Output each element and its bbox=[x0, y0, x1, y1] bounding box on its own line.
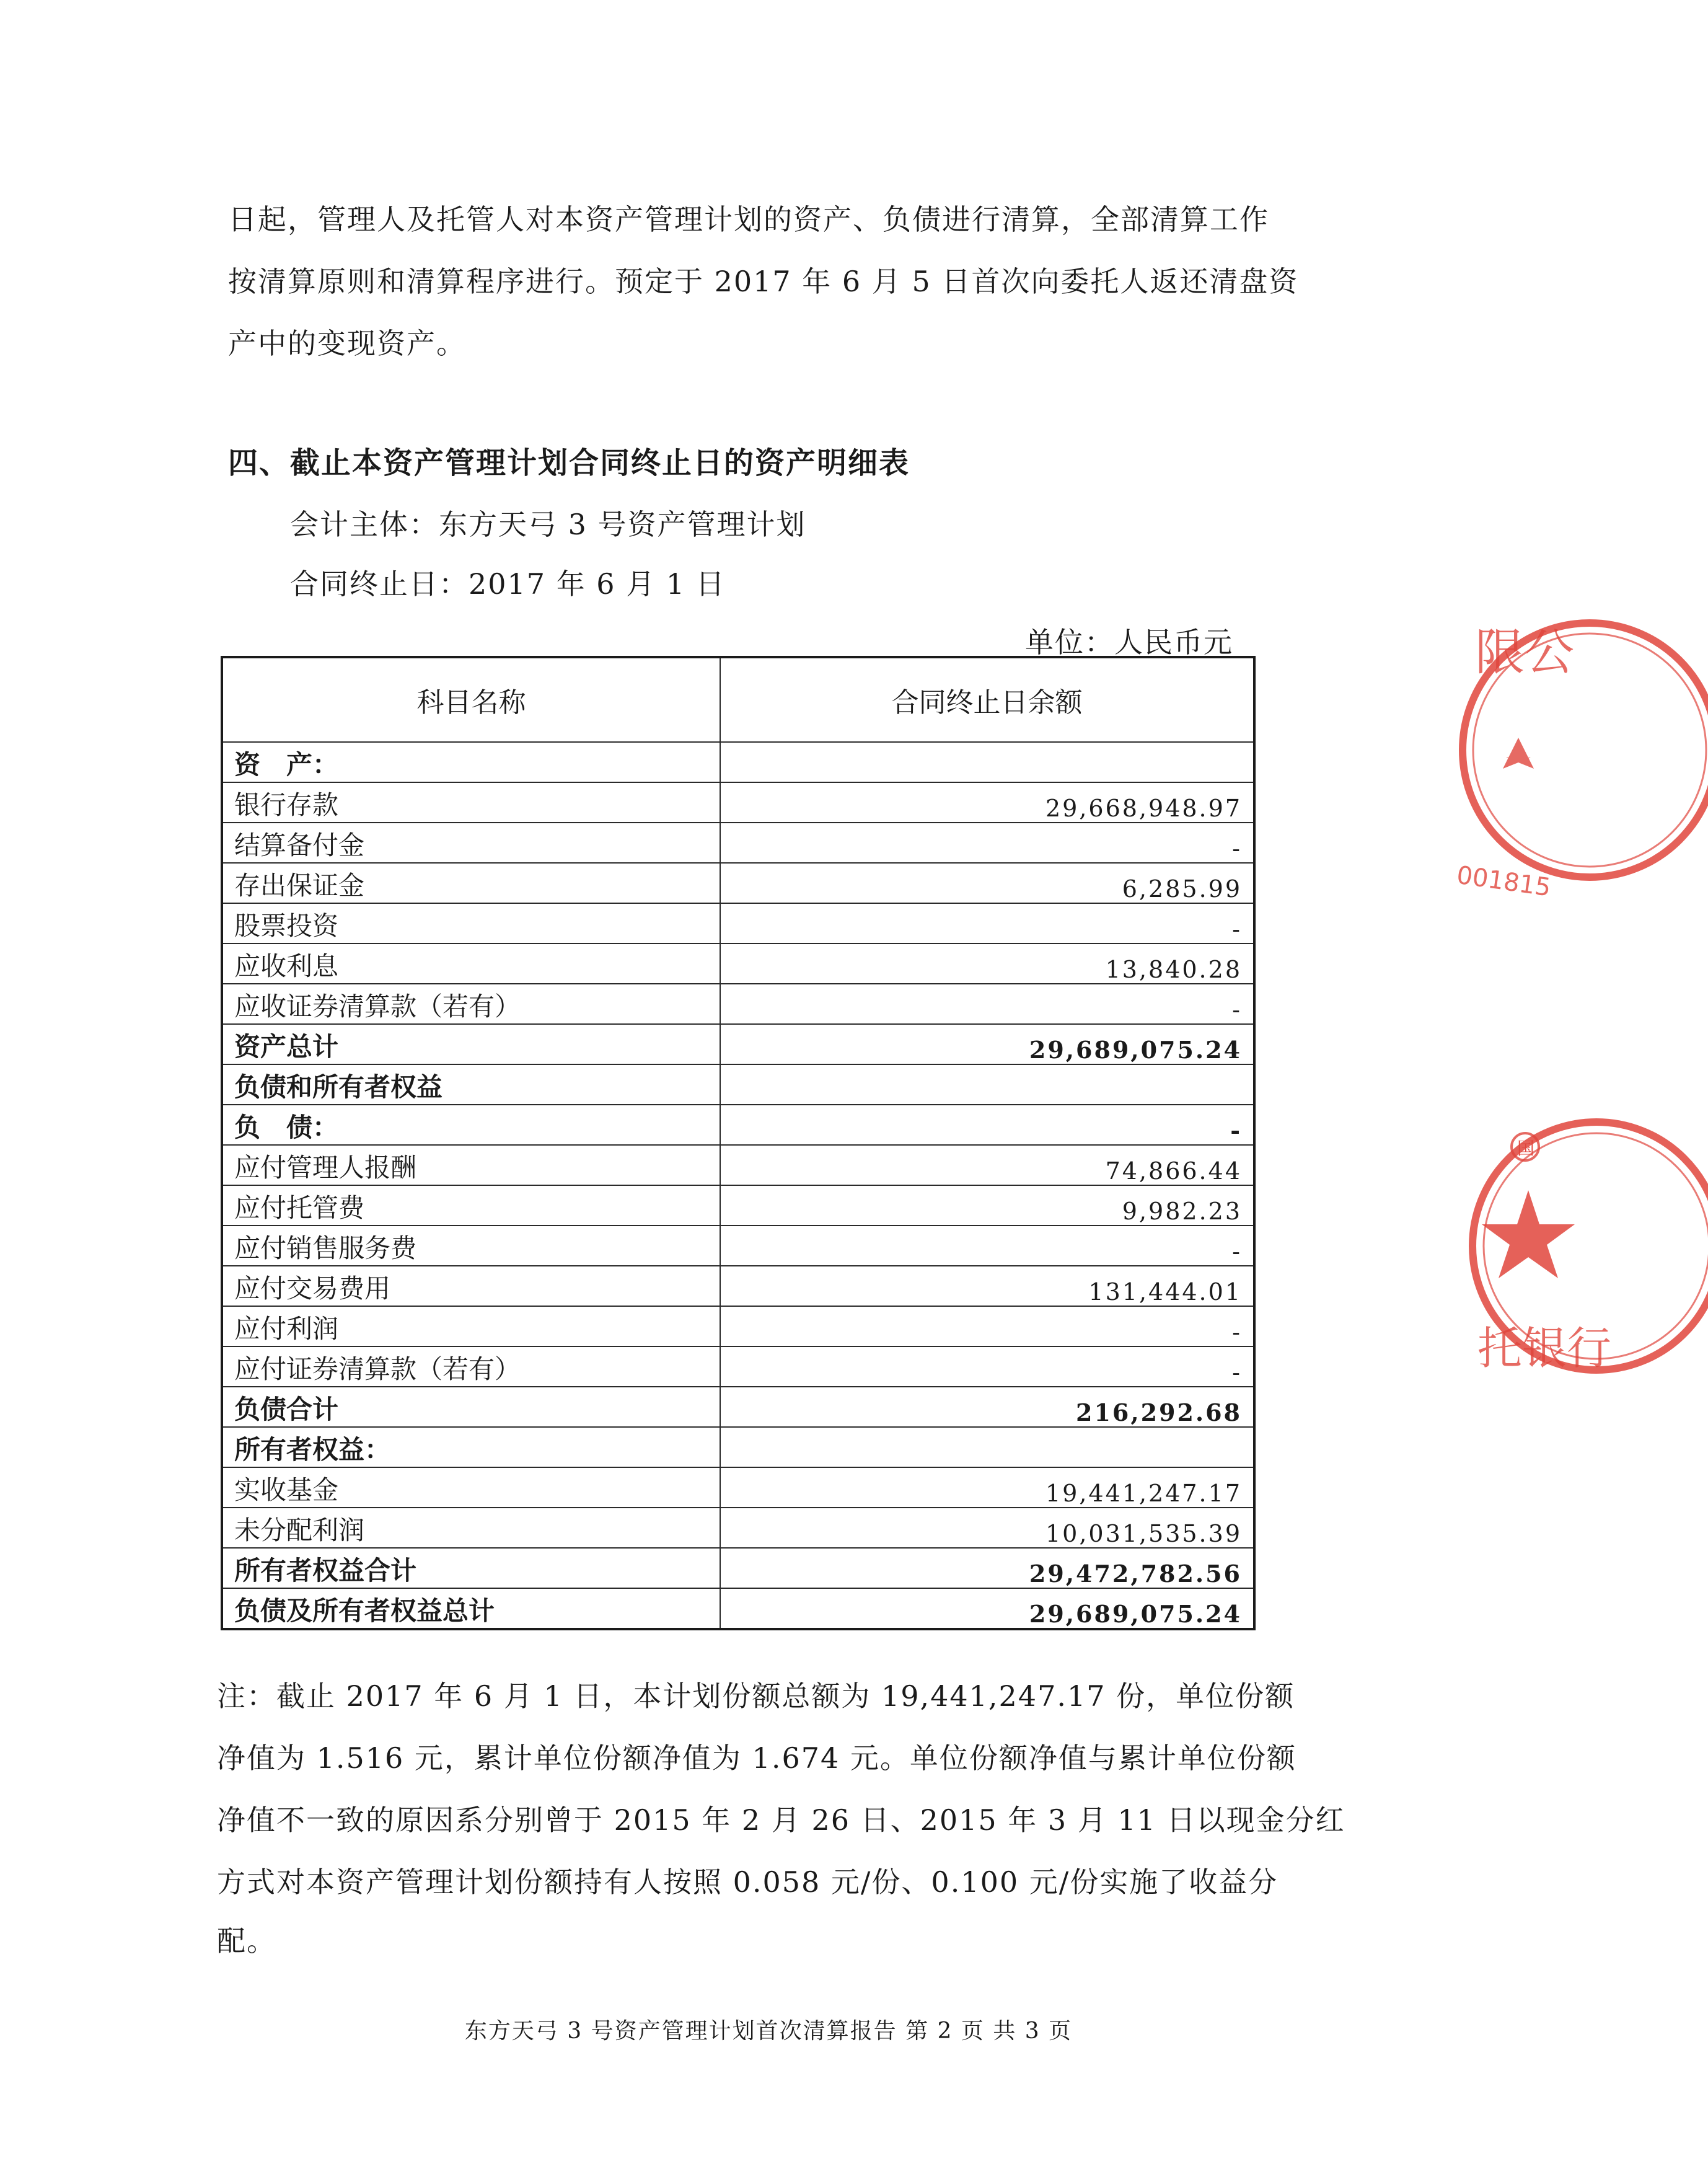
row-balance: 19,441,247.17 bbox=[720, 1467, 1254, 1508]
row-account-name: 应收证券清算款（若有） bbox=[222, 984, 720, 1024]
contract-end-date: 合同终止日：2017 年 6 月 1 日 bbox=[290, 567, 726, 601]
company-seal bbox=[1455, 595, 1574, 905]
row-account-name: 资产总计 bbox=[222, 1024, 720, 1064]
seal-top-text: 限公 bbox=[1475, 624, 1574, 681]
row-balance: - bbox=[720, 1346, 1254, 1387]
row-account-name: 实收基金 bbox=[222, 1467, 720, 1508]
note-line-4: 方式对本资产管理计划份额持有人按照 0.058 元/份、0.100 元/份实施了收益分 bbox=[217, 1865, 1279, 1899]
table-row bbox=[222, 1306, 1254, 1346]
row-balance: - bbox=[720, 823, 1254, 863]
row-balance: 10,031,535.39 bbox=[720, 1508, 1254, 1548]
row-account-name: 应付管理人报酬 bbox=[222, 1145, 720, 1185]
row-balance: 29,472,782.56 bbox=[720, 1548, 1254, 1588]
row-balance bbox=[720, 742, 1254, 782]
row-balance: 29,689,075.24 bbox=[720, 1024, 1254, 1064]
row-account-name: 银行存款 bbox=[222, 782, 720, 823]
section-title: 四、截止本资产管理计划合同终止日的资产明细表 bbox=[228, 446, 910, 480]
table-row bbox=[222, 1387, 1254, 1427]
table-row bbox=[222, 1145, 1254, 1185]
currency-unit: 单位：人民币元 bbox=[1025, 625, 1233, 659]
table-row bbox=[222, 984, 1254, 1024]
row-balance: 216,292.68 bbox=[720, 1387, 1254, 1427]
row-balance bbox=[720, 1427, 1254, 1467]
seal-number: 001815 bbox=[1455, 860, 1553, 903]
table-body bbox=[222, 742, 1254, 1629]
table-row bbox=[222, 1427, 1254, 1467]
intro-line-3: 产中的变现资产。 bbox=[228, 327, 466, 360]
table-row bbox=[222, 943, 1254, 984]
row-account-name: 负 债： bbox=[222, 1105, 720, 1145]
table-header-row bbox=[222, 657, 1254, 742]
row-account-name: 股票投资 bbox=[222, 903, 720, 943]
table-row bbox=[222, 903, 1254, 943]
row-account-name: 结算备付金 bbox=[222, 823, 720, 863]
accounting-entity: 会计主体：东方天弓 3 号资产管理计划 bbox=[290, 508, 806, 541]
row-account-name: 负债及所有者权益总计 bbox=[222, 1588, 720, 1629]
row-balance bbox=[720, 1064, 1254, 1105]
note-line-1: 注：截止 2017 年 6 月 1 日，本计划份额总额为 19,441,247.17 份，单位份额 bbox=[217, 1679, 1295, 1713]
row-balance: - bbox=[720, 903, 1254, 943]
seal-bottom-text: 托银行 bbox=[1477, 1322, 1612, 1374]
row-account-name: 负债和所有者权益 bbox=[222, 1064, 720, 1105]
table-row bbox=[222, 863, 1254, 903]
intro-line-1: 日起，管理人及托管人对本资产管理计划的资产、负债进行清算，全部清算工作 bbox=[228, 203, 1269, 236]
row-account-name: 应付托管费 bbox=[222, 1185, 720, 1226]
note-line-2: 净值为 1.516 元，累计单位份额净值为 1.674 元。单位份额净值与累计单位份额 bbox=[217, 1741, 1296, 1775]
table-row bbox=[222, 1508, 1254, 1548]
row-account-name: 所有者权益合计 bbox=[222, 1548, 720, 1588]
row-account-name: 应收利息 bbox=[222, 943, 720, 984]
row-balance: 13,840.28 bbox=[720, 943, 1254, 984]
header-account-name: 科目名称 bbox=[222, 657, 720, 742]
table-row bbox=[222, 1467, 1254, 1508]
row-balance: - bbox=[720, 1226, 1254, 1266]
row-account-name: 未分配利润 bbox=[222, 1508, 720, 1548]
intro-line-2: 按清算原则和清算程序进行。预定于 2017 年 6 月 5 日首次向委托人返还清盘资 bbox=[228, 265, 1299, 298]
page-footer: 东方天弓 3 号资产管理计划首次清算报告 第 2 页 共 3 页 bbox=[464, 2018, 1073, 2044]
row-account-name: 所有者权益： bbox=[222, 1427, 720, 1467]
table-row bbox=[222, 1226, 1254, 1266]
row-balance: 6,285.99 bbox=[720, 863, 1254, 903]
row-balance: 29,689,075.24 bbox=[720, 1588, 1254, 1629]
table-row bbox=[222, 1105, 1254, 1145]
note-line-5: 配。 bbox=[217, 1924, 276, 1958]
table-row bbox=[222, 742, 1254, 782]
row-balance: 29,668,948.97 bbox=[720, 782, 1254, 823]
row-balance: - bbox=[720, 1306, 1254, 1346]
row-balance: 9,982.23 bbox=[720, 1185, 1254, 1226]
table-row bbox=[222, 823, 1254, 863]
asset-detail-table bbox=[221, 656, 1256, 1630]
row-account-name: 存出保证金 bbox=[222, 863, 720, 903]
table-row bbox=[222, 1548, 1254, 1588]
header-balance: 合同终止日余额 bbox=[720, 657, 1254, 742]
table-row bbox=[222, 1266, 1254, 1306]
row-account-name: 负债合计 bbox=[222, 1387, 720, 1427]
row-balance: 131,444.01 bbox=[720, 1266, 1254, 1306]
seal-emblem: 国 bbox=[1517, 1138, 1535, 1159]
table-row bbox=[222, 1024, 1254, 1064]
table-row bbox=[222, 1185, 1254, 1226]
row-account-name: 应付销售服务费 bbox=[222, 1226, 720, 1266]
seal-star-icon bbox=[1482, 1190, 1575, 1278]
row-balance: - bbox=[720, 984, 1254, 1024]
table-row bbox=[222, 1346, 1254, 1387]
table-row bbox=[222, 782, 1254, 823]
row-balance: 74,866.44 bbox=[720, 1145, 1254, 1185]
table-row bbox=[222, 1064, 1254, 1105]
row-account-name: 应付证券清算款（若有） bbox=[222, 1346, 720, 1387]
row-account-name: 应付交易费用 bbox=[222, 1266, 720, 1306]
row-account-name: 应付利润 bbox=[222, 1306, 720, 1346]
bank-seal bbox=[1460, 1097, 1612, 1395]
row-balance: - bbox=[720, 1105, 1254, 1145]
note-line-3: 净值不一致的原因系分别曾于 2015 年 2 月 26 日、2015 年 3 月 11 日以现金分红 bbox=[217, 1803, 1345, 1837]
table-row bbox=[222, 1588, 1254, 1629]
seal-star-icon bbox=[1503, 738, 1534, 769]
row-account-name: 资 产： bbox=[222, 742, 720, 782]
